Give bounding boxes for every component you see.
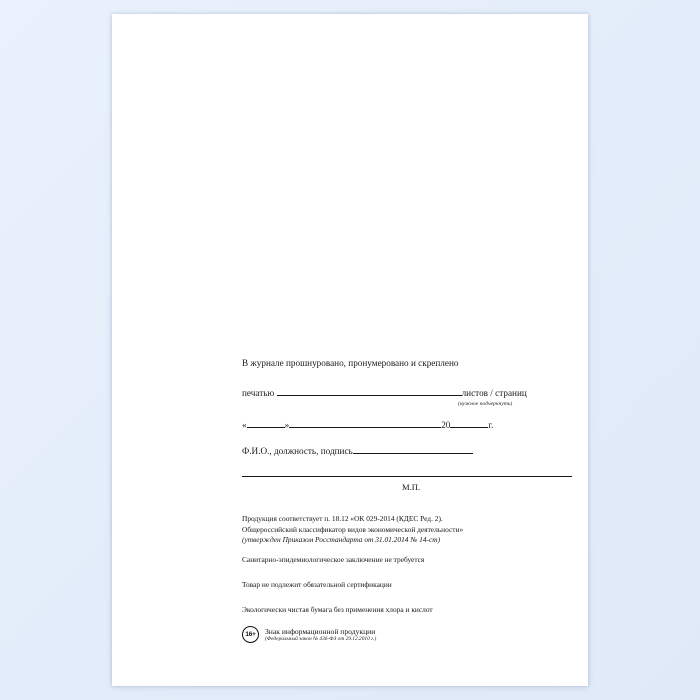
certification-line-2 xyxy=(242,386,572,400)
signature-blank[interactable] xyxy=(353,444,473,454)
document-page xyxy=(112,14,588,686)
legal-line-4: Санитарно-эпидемиологическое заключение не требуется xyxy=(242,555,425,564)
certification-line-2-row xyxy=(242,386,572,407)
signature-label: Ф.И.О., должность, подпись xyxy=(242,446,353,456)
page-content xyxy=(112,14,588,686)
pechat-label: печатью xyxy=(242,388,275,398)
year-blank[interactable] xyxy=(450,418,488,428)
legal-block xyxy=(242,514,572,546)
quote-open: « xyxy=(242,420,247,430)
date-line-row xyxy=(242,418,572,432)
certification-line-1: В журнале прошнуровано, пронумеровано и скреплено xyxy=(242,358,459,368)
pages-count-blank[interactable] xyxy=(277,386,462,396)
eco-note xyxy=(242,605,572,616)
legal-line-5: Товар не подлежит обязательной сертификации xyxy=(242,580,392,589)
age-rating-icon: 16+ xyxy=(242,626,259,643)
mark-title: Знак информационной продукции xyxy=(265,626,376,636)
legal-line-3: (утвержден Приказом Росстандарта от 31.01.2014 № 14-ст) xyxy=(242,535,441,545)
pages-label: листов / страниц xyxy=(461,388,527,398)
mark-subtitle: (Федеральный закон № 436-ФЗ от 29.12.2010 г.) xyxy=(265,635,377,642)
stamp-place-label: М.П. xyxy=(402,482,421,492)
day-blank[interactable] xyxy=(247,418,285,428)
signature-line xyxy=(242,444,572,458)
signature-continuation-row xyxy=(242,476,572,477)
year-suffix: г. xyxy=(488,420,494,430)
information-product-mark xyxy=(242,626,376,643)
certification-note xyxy=(242,580,572,591)
legal-line-2: Общероссийский классификатор видов экономической деятельности» xyxy=(242,524,464,534)
underline-note: (нужное подчеркнуть) xyxy=(458,400,513,407)
signature-continuation-blank[interactable] xyxy=(242,476,572,477)
year-prefix: 20 xyxy=(441,420,451,430)
journal-certification-block xyxy=(242,358,572,370)
sanitary-note xyxy=(242,555,572,566)
quote-close: » xyxy=(284,420,290,430)
signature-row xyxy=(242,444,572,458)
date-line xyxy=(242,418,572,432)
legal-line-6: Экологически чистая бумага без применения хлора и кислот xyxy=(242,605,433,614)
month-blank[interactable] xyxy=(289,418,441,428)
mark-text-group xyxy=(265,627,376,643)
legal-line-1: Продукция соответствует п. 18.12 «ОК 029-2014 (КДЕС Ред. 2). xyxy=(242,514,443,523)
